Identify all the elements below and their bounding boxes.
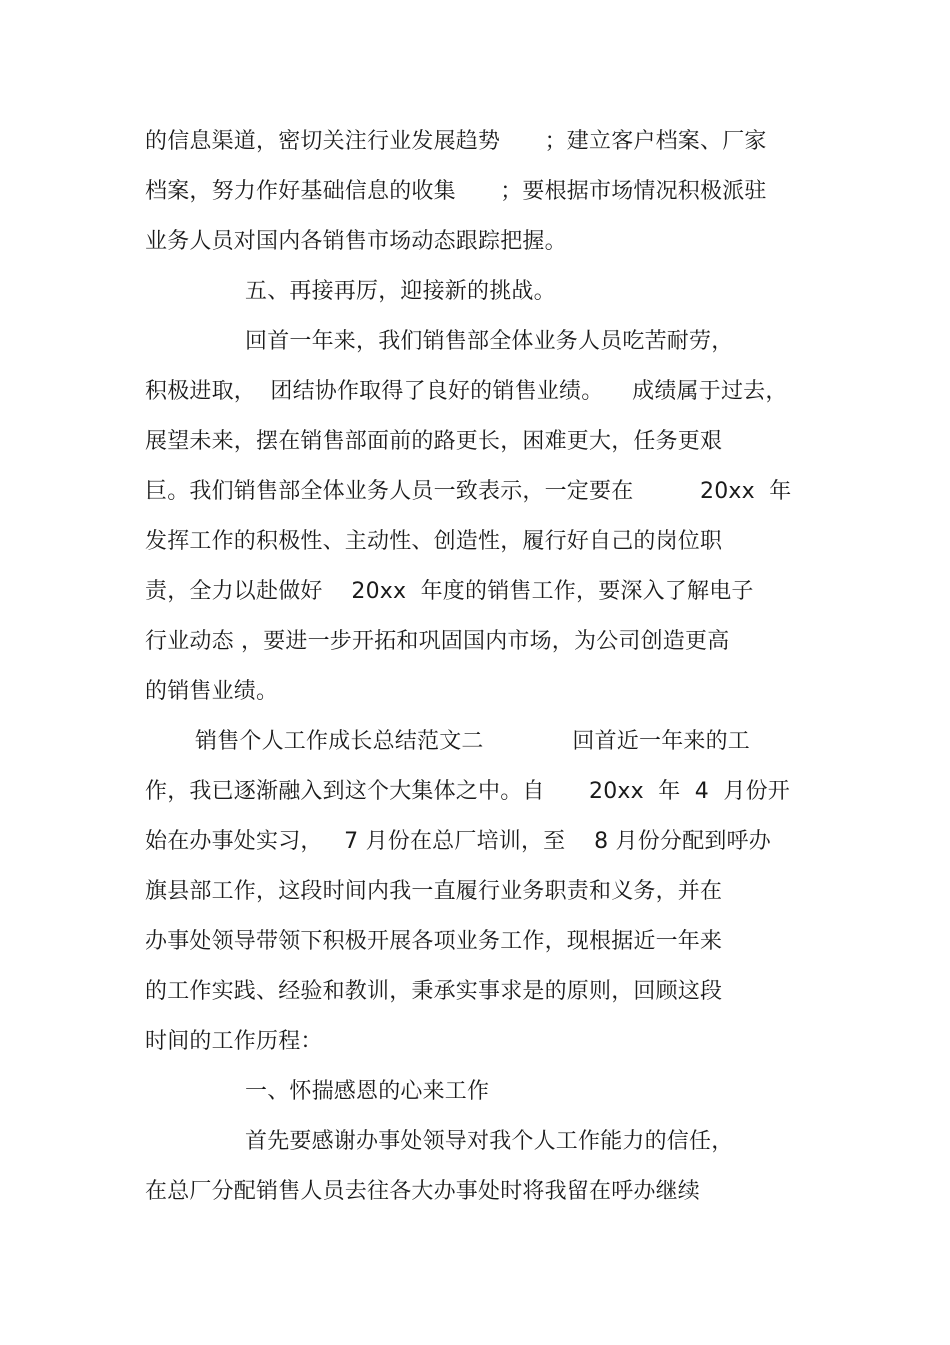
text-line-21: 首先要感谢办事处领导对我个人工作能力的信任，: [245, 1129, 734, 1154]
text-line-17: 办事处领导带领下积极开展各项业务工作，现根据近一年来: [145, 929, 723, 954]
text-line-12: 的销售业绩。: [145, 679, 279, 704]
text-line-15: 始在办事处实习， 7 月份在总厂培训，至 8 月份分配到呼办: [145, 829, 771, 854]
text-line-2: 档案，努力作好基础信息的收集 ；要根据市场情况积极派驻: [145, 179, 767, 204]
text-line-18: 的工作实践、经验和教训，秉承实事求是的原则，回顾这段: [145, 979, 723, 1004]
text-line-8: 巨。我们销售部全体业务人员一致表示，一定要在 20xx 年: [145, 479, 792, 504]
section-heading-1: 一、怀揣感恩的心来工作: [245, 1079, 490, 1104]
text-line-10: 责，全力以赴做好 20xx 年度的销售工作，要深入了解电子: [145, 579, 754, 604]
text-line-22: 在总厂分配销售人员去往各大办事处时将我留在呼办继续: [145, 1179, 701, 1204]
text-line-1: 的信息渠道，密切关注行业发展趋势 ；建立客户档案、厂家: [145, 129, 767, 154]
text-line-3: 业务人员对国内各销售市场动态跟踪把握。: [145, 229, 567, 254]
text-line-9: 发挥工作的积极性、主动性、创造性，履行好自己的岗位职: [145, 529, 723, 554]
text-line-11: 行业动态 ，要进一步开拓和巩固国内市场，为公司创造更高: [145, 629, 730, 654]
text-line-19: 时间的工作历程：: [145, 1029, 323, 1054]
text-line-16: 旗县部工作，这段时间内我一直履行业务职责和义务，并在: [145, 879, 723, 904]
section-heading-5: 五、再接再厉，迎接新的挑战。: [245, 279, 556, 304]
text-line-6: 积极进取， 团结协作取得了良好的销售业绩。 成绩属于过去，: [145, 379, 788, 404]
text-line-14: 作，我已逐渐融入到这个大集体之中。自 20xx 年 4 月份开: [145, 779, 790, 804]
text-line-5: 回首一年来，我们销售部全体业务人员吃苦耐劳，: [245, 329, 734, 354]
text-line-7: 展望未来，摆在销售部面前的路更长，困难更大，任务更艰: [145, 429, 723, 454]
article-title-line: 销售个人工作成长总结范文二 回首近一年来的工: [195, 729, 751, 754]
